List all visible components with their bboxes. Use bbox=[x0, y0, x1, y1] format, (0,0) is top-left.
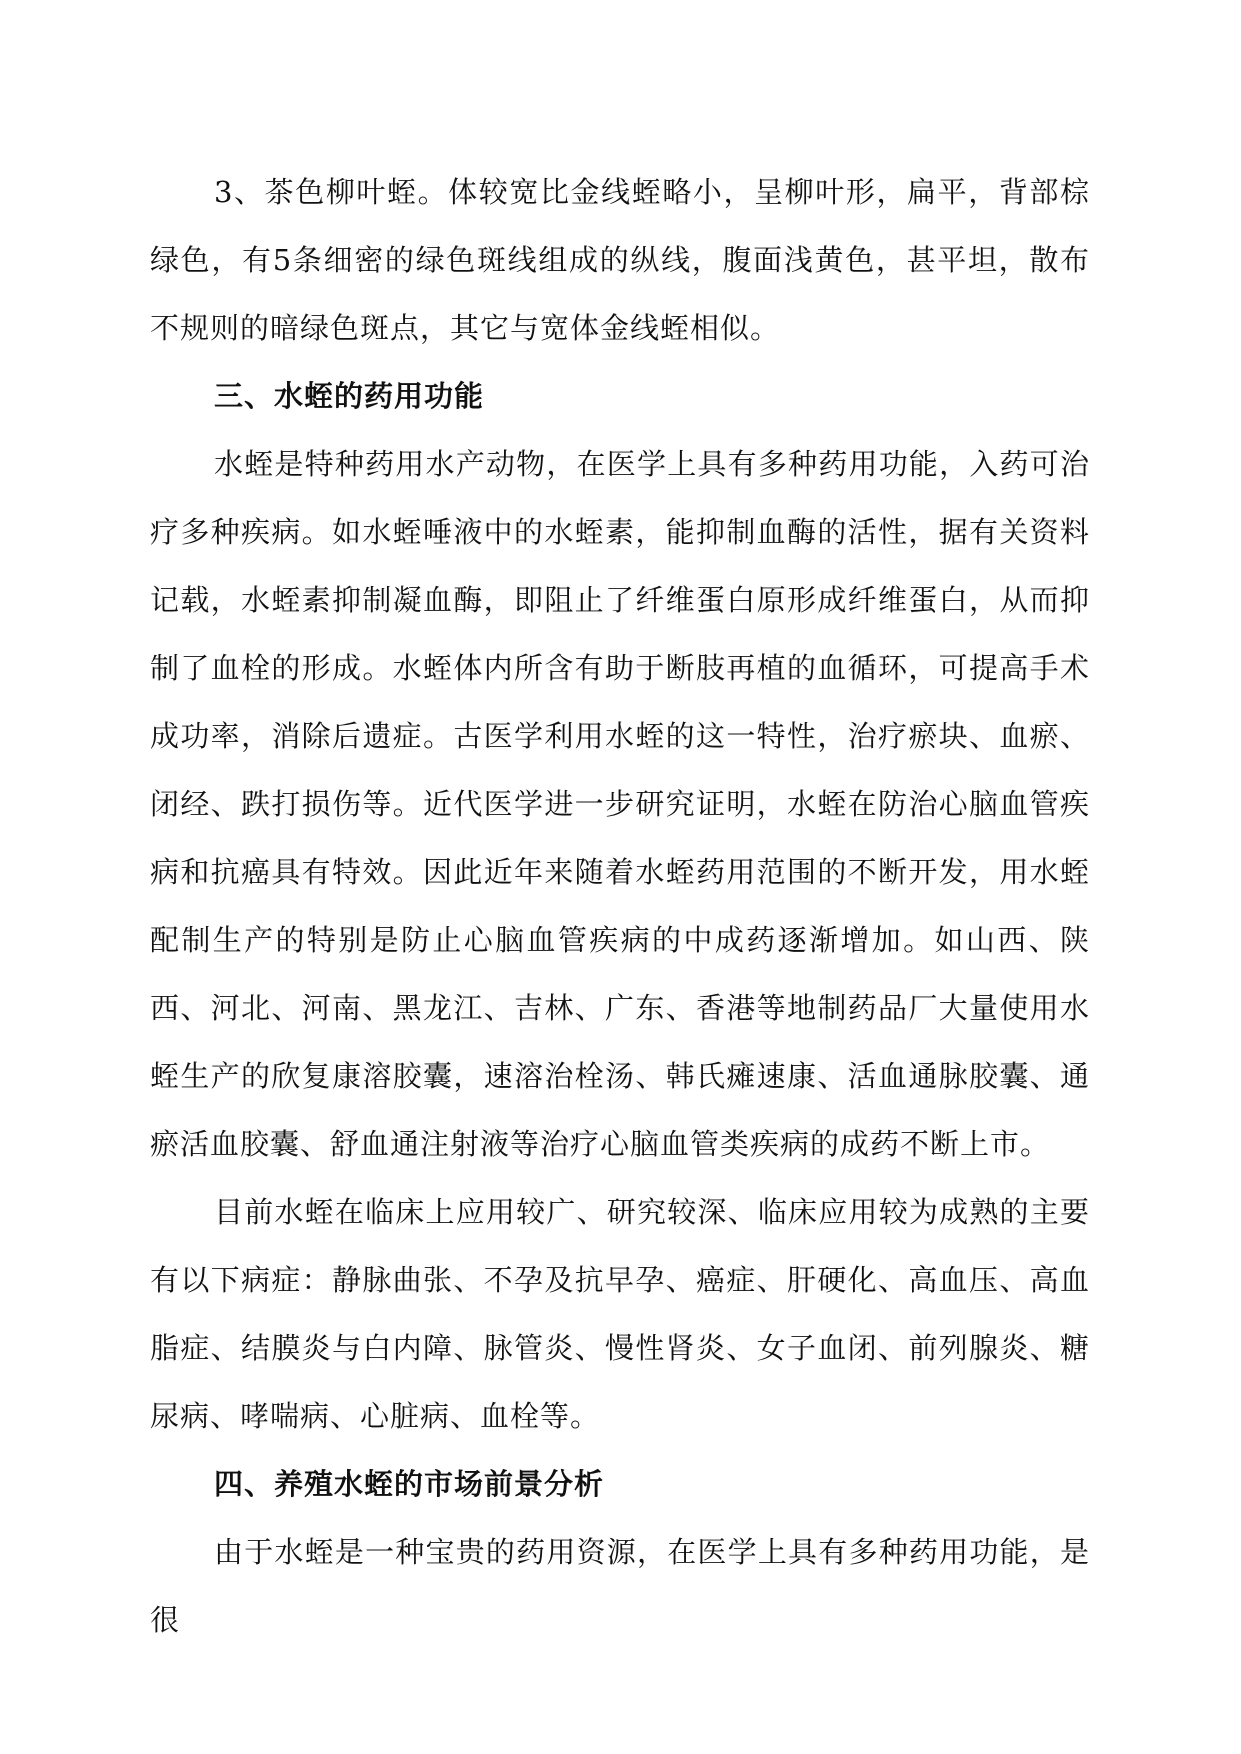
paragraph-market-intro: 由于水蛭是一种宝贵的药用资源，在医学上具有多种药用功能，是很 bbox=[150, 1535, 1090, 1637]
paragraph-clinical-applications: 目前水蛭在临床上应用较广、研究较深、临床应用较为成熟的主要有以下病症：静脉曲张、不孕及抗早孕、癌症、肝硬化、高血压、高血脂症、结膜炎与白内障、脉管炎、慢性肾炎、女子血闭、前列腺炎、糖尿病、哮喘病、心脏病、血栓等。 bbox=[150, 1195, 1090, 1433]
section-heading-medicinal-function: 三、水蛭的药用功能 bbox=[214, 379, 485, 413]
document-page bbox=[150, 158, 1090, 1654]
paragraph-tea-willow-leech: 3、茶色柳叶蛭。体较宽比金线蛭略小，呈柳叶形，扁平，背部棕绿色，有5条细密的绿色斑线组成的纵线，腹面浅黄色，甚平坦，散布不规则的暗绿色斑点，其它与宽体金线蛭相似。 bbox=[150, 175, 1090, 345]
paragraph-medicinal-uses: 水蛭是特种药用水产动物，在医学上具有多种药用功能，入药可治疗多种疾病。如水蛭唾液中的水蛭素，能抑制血酶的活性，据有关资料记载，水蛭素抑制凝血酶，即阻止了纤维蛋白原形成纤维蛋白，从而抑制了血栓的形成。水蛭体内所含有助于断肢再植的血循环，可提高手术成功率，消除后遗症。古医学利用水蛭的这一特性，治疗瘀块、血瘀、闭经、跌打损伤等。近代医学进一步研究证明，水蛭在防治心脑血管疾病和抗癌具有特效。因此近年来随着水蛭药用范围的不断开发，用水蛭配制生产的特别是防止心脑血管疾病的中成药逐渐增加。如山西、陕西、河北、河南、黑龙江、吉林、广东、香港等地制药品厂大量使用水蛭生产的欣复康溶胶囊，速溶治栓汤、韩氏瘫速康、活血通脉胶囊、通瘀活血胶囊、舒血通注射液等治疗心脑血管类疾病的成药不断上市。 bbox=[150, 447, 1090, 1161]
section-heading-market-outlook: 四、养殖水蛭的市场前景分析 bbox=[214, 1467, 605, 1501]
